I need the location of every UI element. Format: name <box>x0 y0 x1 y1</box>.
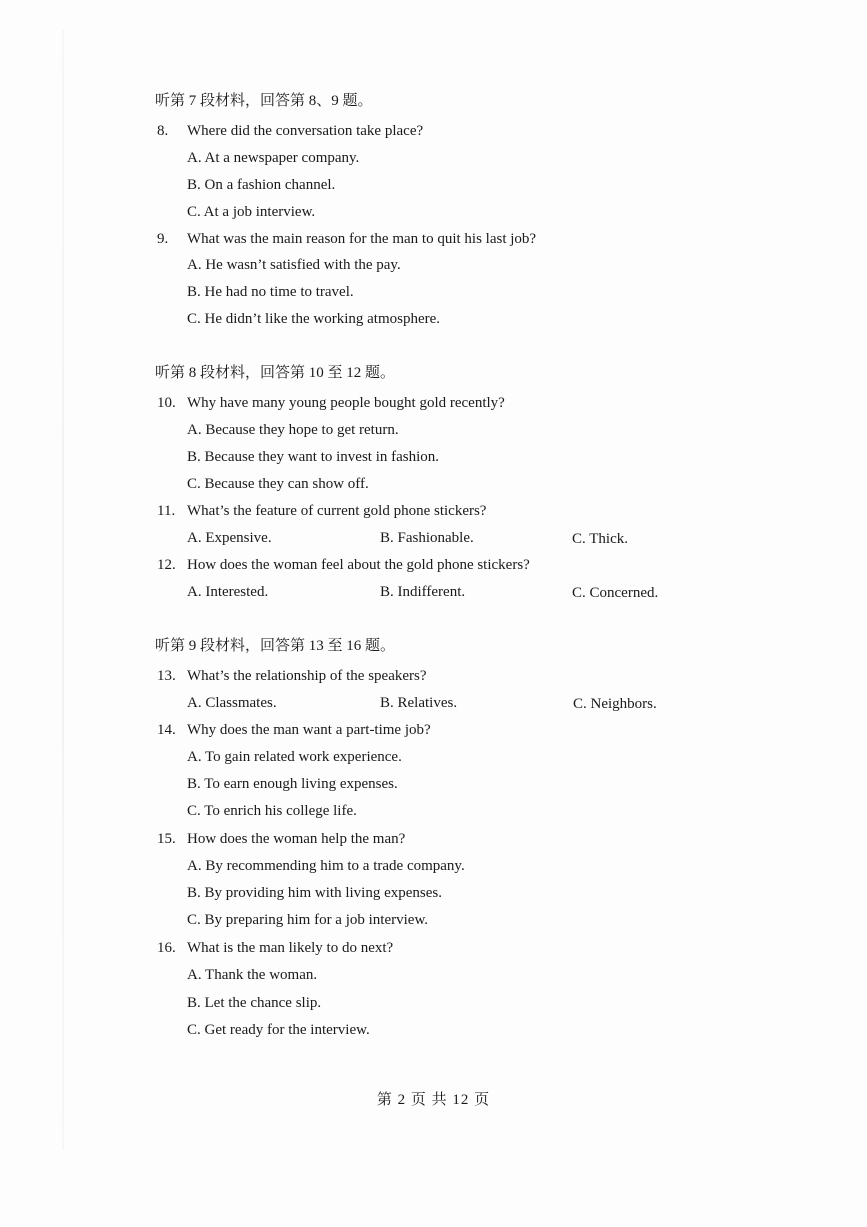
option-c: C. To enrich his college life. <box>187 803 357 819</box>
option-a: A. By recommending him to a trade company. <box>187 858 465 874</box>
option-b: B. Indifferent. <box>380 584 466 600</box>
question-text: What was the main reason for the man to quit his last job? <box>187 231 537 247</box>
question-text: Where did the conversation take place? <box>187 123 424 139</box>
question-number: 9. <box>157 231 169 247</box>
option-b: B. On a fashion channel. <box>187 177 336 193</box>
option-a: A. Classmates. <box>187 695 277 711</box>
option-c: C. He didn’t like the working atmosphere. <box>187 311 441 327</box>
question-text: What is the man likely to do next? <box>187 940 394 956</box>
option-a: A. To gain related work experience. <box>187 749 402 765</box>
section-heading-8: 听第 8 段材料，回答第 10 至 12 题。 <box>155 365 396 381</box>
question-number: 10. <box>157 395 176 411</box>
question-number: 13. <box>157 668 176 684</box>
question-number: 14. <box>157 722 176 738</box>
question-number: 11. <box>157 503 176 519</box>
question-text: How does the woman help the man? <box>187 831 406 847</box>
option-b: B. Fashionable. <box>380 530 474 546</box>
option-a: A. He wasn’t satisfied with the pay. <box>187 257 401 273</box>
option-b: B. Relatives. <box>380 695 458 711</box>
option-a: A. Interested. <box>187 584 269 600</box>
option-b: B. Let the chance slip. <box>187 995 322 1011</box>
option-c: C. Get ready for the interview. <box>187 1022 370 1038</box>
question-text: What’s the feature of current gold phone stickers? <box>187 503 487 519</box>
question-text: How does the woman feel about the gold phone stickers? <box>187 557 530 573</box>
option-c: C. Neighbors. <box>573 696 657 712</box>
scan-edge <box>62 30 64 1150</box>
option-a: A. At a newspaper company. <box>187 150 360 166</box>
section-heading-7: 听第 7 段材料，回答第 8、9 题。 <box>155 93 373 109</box>
section-heading-9: 听第 9 段材料，回答第 13 至 16 题。 <box>155 638 396 654</box>
option-b: B. He had no time to travel. <box>187 284 354 300</box>
option-c: C. By preparing him for a job interview. <box>187 912 429 928</box>
option-a: A. Because they hope to get return. <box>187 422 399 438</box>
option-a: A. Thank the woman. <box>187 967 318 983</box>
question-number: 16. <box>157 940 176 956</box>
question-text: What’s the relationship of the speakers? <box>187 668 427 684</box>
question-number: 12. <box>157 557 176 573</box>
option-c: C. Thick. <box>572 531 628 547</box>
question-text: Why does the man want a part-time job? <box>187 722 431 738</box>
page-number-footer: 第 2 页 共 12 页 <box>376 1092 491 1108</box>
option-b: B. Because they want to invest in fashion. <box>187 449 440 465</box>
option-b: B. By providing him with living expenses. <box>187 885 442 901</box>
question-number: 15. <box>157 831 176 847</box>
option-c: C. At a job interview. <box>187 204 316 220</box>
option-c: C. Concerned. <box>572 585 659 601</box>
question-text: Why have many young people bought gold recently? <box>187 395 505 411</box>
option-b: B. To earn enough living expenses. <box>187 776 398 792</box>
question-number: 8. <box>157 123 169 139</box>
option-a: A. Expensive. <box>187 530 272 546</box>
option-c: C. Because they can show off. <box>187 476 369 492</box>
